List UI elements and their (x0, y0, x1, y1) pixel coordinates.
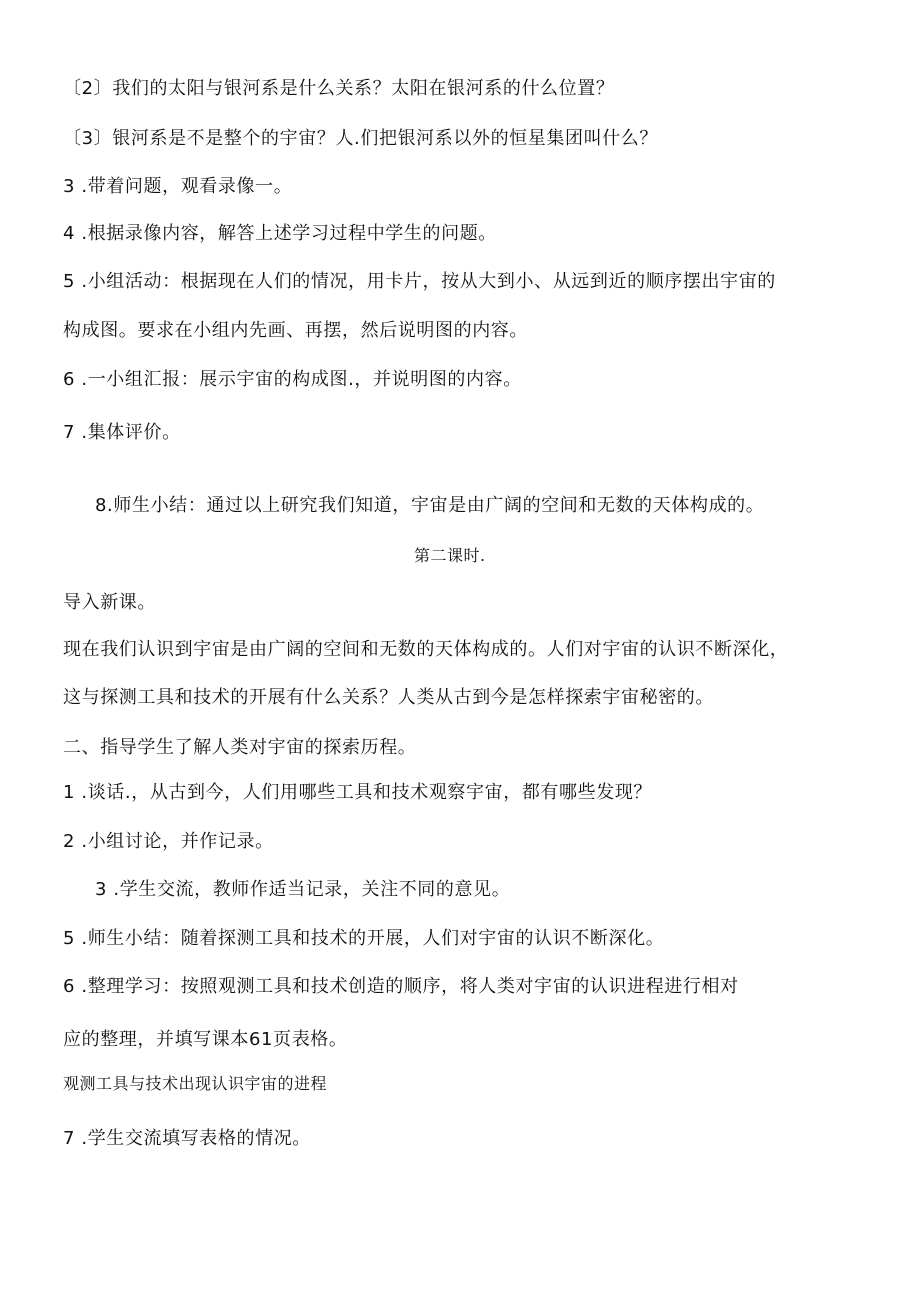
step-5-continued: 构成图。要求在小组内先画、再摆，然后说明图的内容。 (63, 320, 528, 341)
question-3: 〔3〕银河系是不是整个的宇宙？人.们把银河系以外的恒星集团叫什么？ (63, 128, 658, 149)
part-two-step-5: 5 .师生小结：随着探测工具和技术的开展，人们对宇宙的认识不断深化。 (63, 928, 665, 949)
part-two-step-7: 7 .学生交流填写表格的情况。 (63, 1128, 311, 1149)
step-6: 6 .一小组汇报：展示宇宙的构成图.，并说明图的内容。 (63, 369, 522, 390)
lesson-two-heading: 第二课时. (414, 546, 486, 565)
part-two-step-2: 2 .小组讨论，并作记录。 (63, 831, 274, 852)
section-two-heading: 二、指导学生了解人类对宇宙的探索历程。 (63, 737, 417, 758)
step-7: 7 .集体评价。 (63, 422, 181, 443)
introduction-heading: 导入新课。 (63, 592, 156, 613)
part-two-step-6: 6 .整理学习：按照观测工具和技术创造的顺序，将人类对宇宙的认识进程进行相对 (63, 976, 739, 997)
part-two-step-6-continued: 应的整理，并填写课本61页表格。 (63, 1029, 348, 1050)
step-5: 5 .小组活动：根据现在人们的情况，用卡片，按从大到小、从远到近的顺序摆出宇宙的 (63, 271, 776, 292)
part-two-step-3: 3 .学生交流，教师作适当记录，关注不同的意见。 (95, 879, 511, 900)
step-3: 3 .带着问题，观看录像一。 (63, 176, 293, 197)
table-caption: 观测工具与技术出现认识宇宙的进程 (63, 1074, 328, 1093)
part-two-step-1: 1 .谈话.，从古到今，人们用哪些工具和技术观察宇宙，都有哪些发现？ (63, 782, 653, 803)
introduction-paragraph-line-1: 现在我们认识到宇宙是由广阔的空间和无数的天体构成的。人们对宇宙的认识不断深化， (63, 639, 789, 660)
question-2: 〔2〕我们的太阳与银河系是什么关系？太阳在银河系的什么位置？ (63, 78, 615, 99)
summary-8: 8.师生小结：通过以上研究我们知道，宇宙是由广阔的空间和无数的天体构成的。 (95, 495, 765, 516)
introduction-paragraph-line-2: 这与探测工具和技术的开展有什么关系？人类从古到今是怎样探索宇宙秘密的。 (63, 687, 714, 708)
step-4: 4 .根据录像内容，解答上述学习过程中学生的问题。 (63, 223, 497, 244)
